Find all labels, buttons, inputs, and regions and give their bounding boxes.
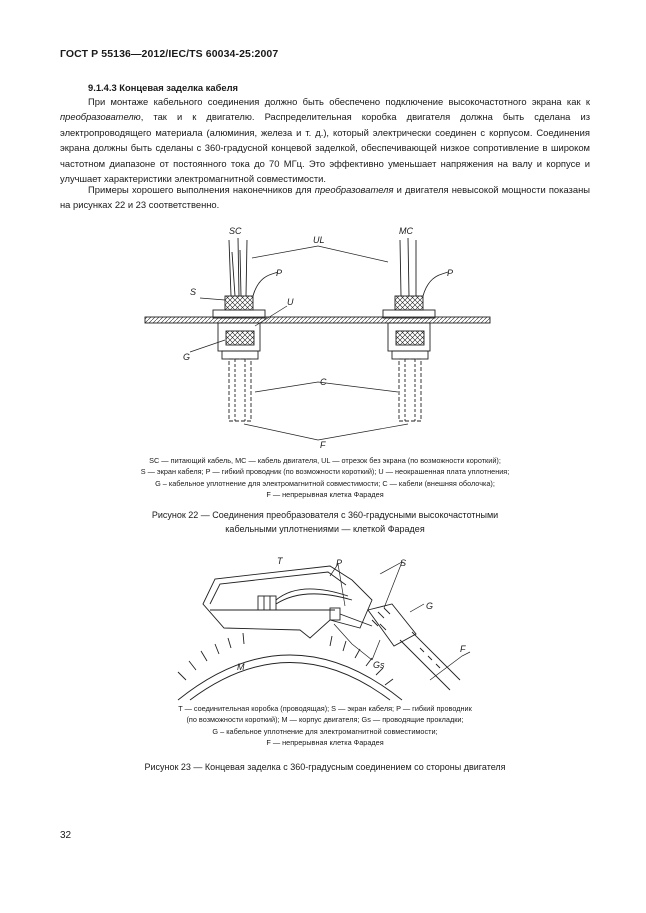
figure-22-legend — [60, 455, 590, 500]
gland-right — [383, 238, 442, 421]
page-number: 32 — [60, 830, 72, 841]
figure-23-legend — [60, 703, 590, 748]
document-header: ГОСТ Р 55136—2012/IEC/TS 60034-25:2007 — [60, 48, 279, 60]
fig23-label-f: F — [460, 644, 466, 654]
paragraph-2-text-a: Примеры хорошего выполнения наконечников для — [88, 184, 315, 195]
paragraph-1-italic: преобразователю — [60, 111, 141, 123]
figure-22-caption-line-1: Рисунок 22 — Соединения преобразователя с 360-градусными высокочастотными — [151, 510, 499, 520]
label-g: G — [183, 352, 191, 362]
label-f: F — [320, 440, 326, 450]
figure-23-legend-line-2: (по возможности короткий); M — корпус двигателя; Gs — проводящие прокладки; — [186, 715, 464, 725]
label-p-left: P — [276, 268, 283, 278]
figure-23-legend-line-4: F — непрерывная клетка Фарадея — [266, 737, 384, 747]
paragraph-2-italic: преобразователя — [314, 184, 394, 195]
figure-23-legend-line-1: T — соединительная коробка (проводящая); S — экран кабеля; P — гибкий проводник — [178, 704, 472, 713]
figure-22-drawing — [0, 218, 646, 458]
label-sc: SC — [229, 226, 242, 236]
plate-u — [145, 317, 490, 323]
label-ul: UL — [313, 235, 325, 245]
fig23-label-s: S — [400, 558, 407, 568]
figure-23-drawing — [0, 548, 646, 708]
terminal-box-t — [203, 566, 372, 638]
paragraph-1-text-a: При монтаже кабельного соединения должно быть обеспечено подключение высокочастотного экрана как к — [88, 96, 590, 107]
fig23-label-t: T — [277, 556, 283, 566]
figure-23-legend-line-3: G – кабельное уплотнение для электромагнитной совместимости; — [212, 726, 438, 736]
paragraph-2-text-b: и двигателя невысокой мощности показаны на рисунках 22 и 23 соответственно. — [60, 184, 590, 211]
section-heading: 9.1.4.3 Концевая заделка кабеля — [88, 82, 239, 93]
motor-frame-m — [178, 633, 402, 700]
figure-22-legend-line-4: F — непрерывная клетка Фарадея — [266, 489, 384, 499]
paragraph-2 — [60, 182, 590, 213]
figure-23-caption: Рисунок 23 — Концевая заделка с 360-градусным соединением со стороны двигателя — [144, 762, 506, 772]
paragraph-1-text-b: , так и к двигателю. Распределительная коробка двигателя должна быть сделана из электропроводящего материала (алюминия, железа и т. д.), который электрически соединен с корпусом. Соединения экрана должны быть сделаны с 360-градусной концевой заделкой, обеспечивающей низкое сопротивление в широком частотном диапазоне от постоянного тока до 70 МГц. Это эффективно уменьшает напряжения на валу и корпусе и улучшает характеристики электромагнитной совместимости. — [60, 111, 590, 185]
fig23-label-m: M — [237, 662, 245, 672]
fig23-label-gs: Gs — [373, 660, 385, 670]
label-p-right: P — [447, 268, 454, 278]
gland-left — [213, 238, 272, 421]
gland-g — [368, 604, 460, 690]
fig23-label-g: G — [426, 601, 434, 611]
label-s: S — [190, 287, 197, 297]
figure-22-caption — [60, 508, 590, 536]
label-c: C — [320, 377, 327, 387]
figure-22-legend-line-1: SC — питающий кабель, MC — кабель двигателя, UL — отрезок без экрана (по возможности короткий); — [149, 456, 501, 465]
fig23-label-p: P — [336, 558, 343, 568]
figure-22-legend-line-2: S — экран кабеля; P — гибкий проводник (по возможности короткий); U — неокрашенная плата уплотнения; — [140, 467, 510, 477]
figure-22-caption-line-2: кабельными уплотнениями — клеткой Фарадея — [225, 524, 425, 534]
label-u: U — [287, 297, 294, 307]
paragraph-1 — [60, 94, 590, 186]
figure-22-legend-line-3: G – кабельное уплотнение для электромагнитной совместимости; C — кабели (внешняя оболочка); — [155, 478, 495, 488]
label-mc: MC — [399, 226, 413, 236]
